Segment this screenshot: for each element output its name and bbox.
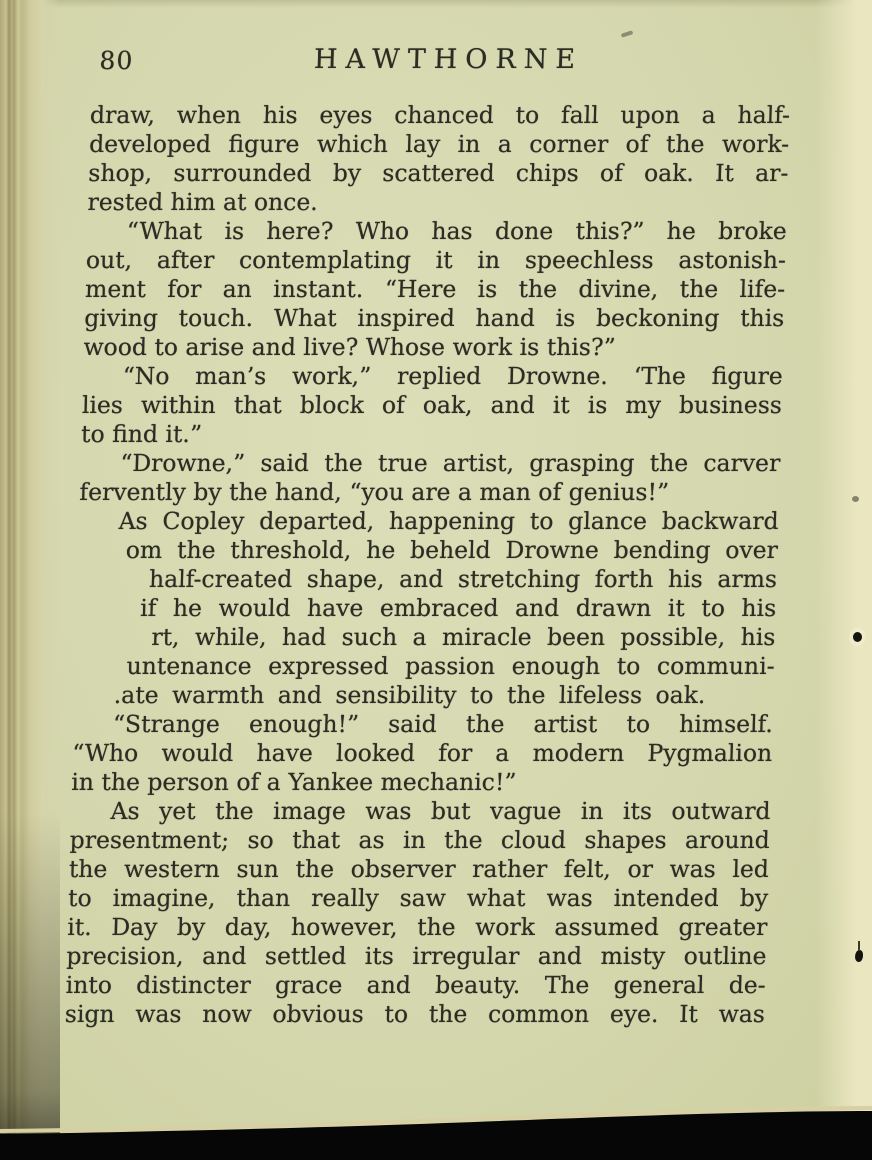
text-line: developed figure which lay in a corner of the work- [88, 130, 790, 158]
text-line: half-created shape, and stretching forth his arms [148, 565, 778, 593]
text-line: in the person of a Yankee mechanic!” [70, 768, 517, 796]
text-line: shop, surrounded by scattered chips of oak. It ar- [88, 159, 789, 187]
page-number: 80 [99, 46, 134, 75]
text-line: presentment; so that as in the cloud shapes around [69, 826, 771, 854]
text-line: .ate warmth and sensibility to the lifeless oak. [113, 681, 706, 709]
text-line: it. Day by day, however, the work assumed greater [66, 913, 768, 941]
text-line: “No man’s work,” replied Drowne. ‘The figure [122, 362, 784, 390]
text-line: “What is here? Who has done this?” he broke [126, 217, 788, 245]
text-line: precision, and settled its irregular and misty outline [66, 942, 767, 970]
text-line: to find it.” [80, 420, 203, 448]
text-line: om the threshold, he beheld Drowne bending over [125, 536, 779, 564]
text-line: rt, while, had such a miracle been possible, his [151, 623, 776, 651]
text-line: As Copley departed, happening to glance backward [118, 507, 780, 535]
text-line: sign was now obvious to the common eye. It was [64, 1000, 766, 1028]
text-line: rested him at once. [87, 188, 319, 216]
text-line: draw, when his eyes chanced to fall upon a half- [89, 101, 791, 129]
text-line: the western sun the observer rather felt, or was led [68, 855, 770, 883]
text-line: untenance expressed passion enough to communi- [126, 652, 776, 680]
text-line: wood to arise and live? Whose work is this?” [83, 333, 616, 361]
text-line: if he would have embraced and drawn it to his [139, 594, 777, 622]
text-line: “Drowne,” said the true artist, grasping the carver [119, 449, 781, 477]
text-line: As yet the image was but vague in its outward [110, 797, 771, 825]
text-line: lies within that block of oak, and it is my business [81, 391, 783, 419]
text-line: to imagine, than really saw what was intended by [67, 884, 769, 912]
text-line: fervently by the hand, “you are a man of genius!” [79, 478, 670, 506]
running-header: HAWTHORNE [313, 44, 584, 75]
text-line: “Who would have looked for a modern Pygmalion [71, 739, 773, 767]
text-line: “Strange enough!” said the artist to himself. [112, 710, 774, 738]
text-line: into distincter grace and beauty. The general de- [65, 971, 767, 999]
text-line: out, after contemplating it in speechless astonish- [85, 246, 787, 274]
text-line: ment for an instant. “Here is the divine, the life- [84, 275, 786, 303]
black-gutter-area [0, 1111, 872, 1160]
text-line: giving touch. What inspired hand is beckoning this [83, 304, 785, 332]
